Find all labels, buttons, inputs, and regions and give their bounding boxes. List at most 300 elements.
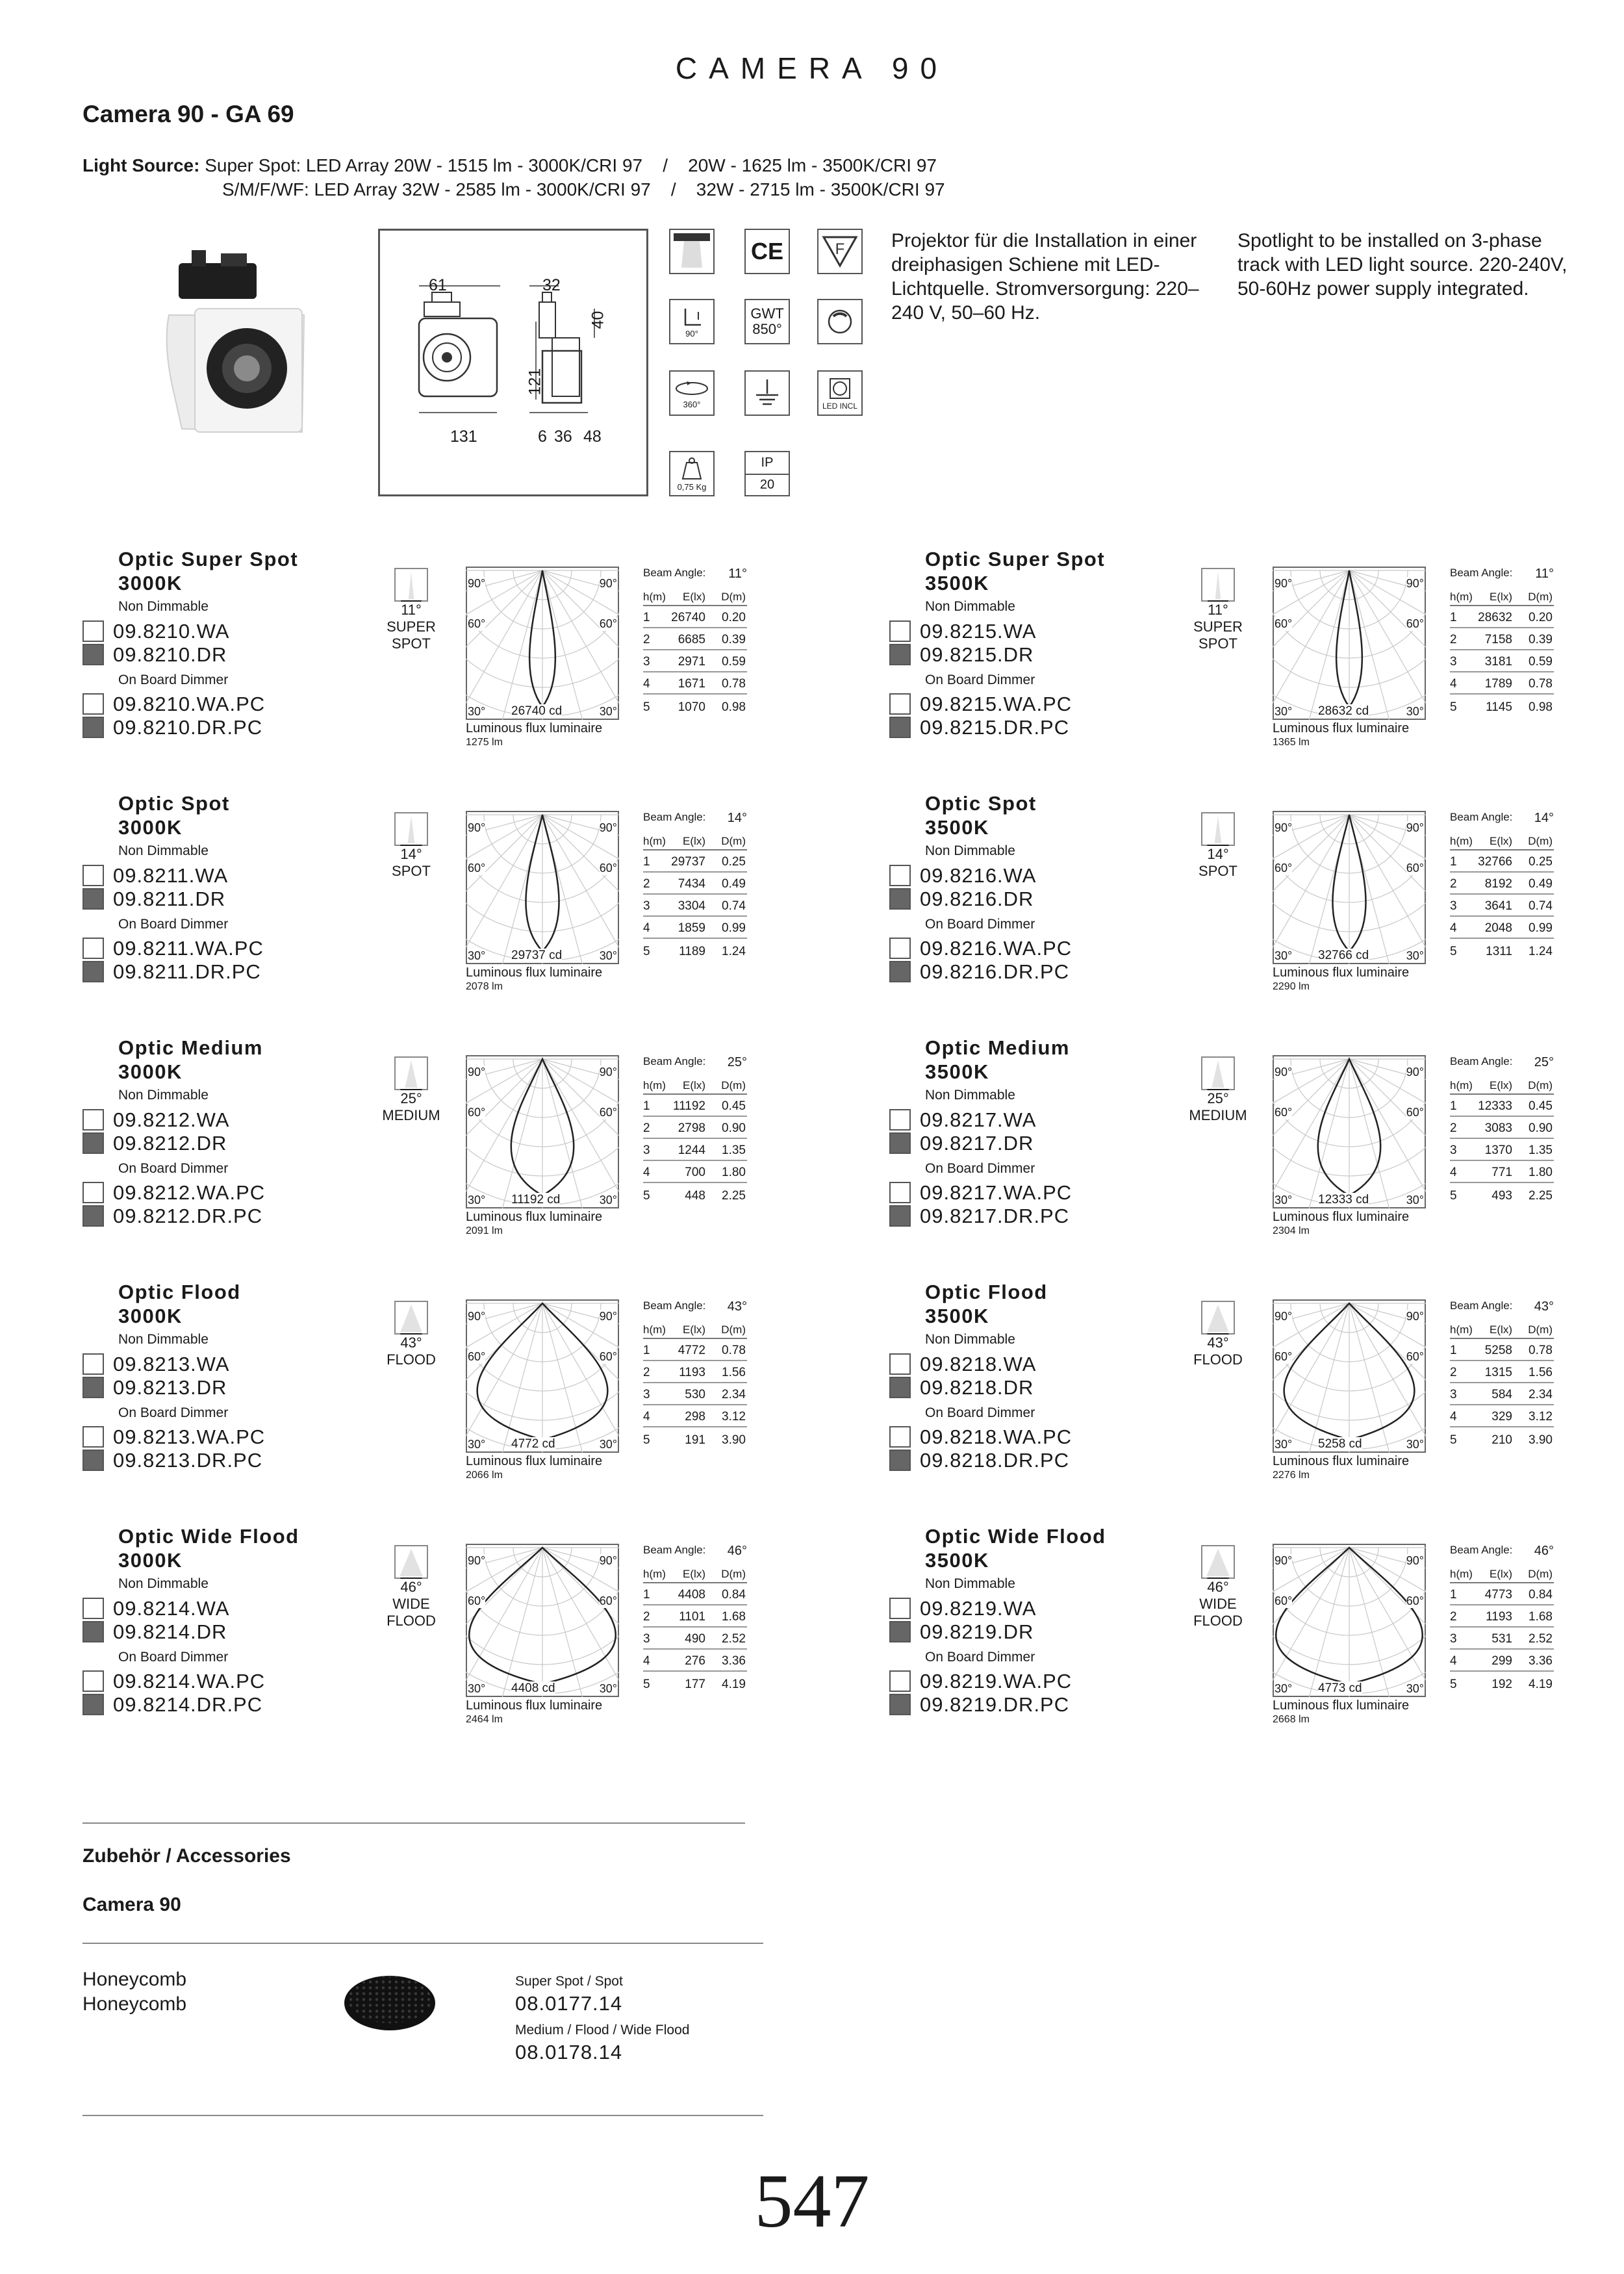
beam-label (375, 846, 448, 880)
page-number: 547 (754, 2158, 870, 2243)
accessories-divider-bottom (82, 2115, 763, 2116)
cell-e: 771 (1491, 1166, 1512, 1179)
product-code (82, 1670, 265, 1693)
photometric-table-header (643, 591, 747, 606)
finish-black-swatch (889, 1132, 911, 1154)
beam-angle-label: Beam Angle: (1450, 811, 1513, 823)
polar-label-30-right: 30° (599, 1682, 617, 1695)
luminous-flux-label: Luminous flux luminaire (1273, 1698, 1410, 1713)
product-code-text: 09.8212.WA (113, 1108, 230, 1131)
product-code (889, 1693, 1069, 1717)
non-dimmable-label: Non Dimmable (118, 1576, 209, 1591)
candela-value: 12333 cd (1318, 1193, 1369, 1207)
col-h: h(m) (643, 1079, 666, 1092)
finish-black-swatch (889, 717, 911, 738)
product-code-text: 09.8212.DR.PC (113, 1205, 263, 1227)
table-row (1450, 650, 1554, 672)
finish-black-swatch (82, 1132, 104, 1154)
product-code-text: 09.8219.DR.PC (920, 1693, 1070, 1716)
beam-angle-label: Beam Angle: (643, 811, 706, 823)
finish-white-swatch (82, 938, 104, 959)
beam-angle-icon (394, 1056, 428, 1090)
cell-h: 1 (643, 611, 650, 624)
ce-mark-icon: CE (744, 229, 790, 274)
cell-h: 4 (1450, 1410, 1457, 1424)
cell-h: 2 (1450, 877, 1457, 891)
polar-label-60-right: 60° (1406, 862, 1424, 875)
polar-label-60-right: 60° (599, 862, 617, 875)
non-dimmable-label: Non Dimmable (925, 599, 1015, 614)
finish-black-swatch (889, 888, 911, 910)
cell-h: 2 (643, 877, 650, 891)
candela-value: 26740 cd (511, 704, 563, 718)
non-dimmable-label: Non Dimmable (925, 1088, 1015, 1103)
polar-label-60-left: 60° (468, 862, 486, 875)
cell-d: 0.45 (722, 1099, 746, 1113)
polar-label-60-left: 60° (1275, 862, 1293, 875)
dim-32: 32 (542, 276, 561, 294)
led-included-label: LED INCL (822, 402, 858, 411)
ip-label: IP (746, 452, 789, 475)
product-code-text: 09.8215.WA.PC (920, 693, 1072, 715)
luminous-flux-value: 1365 lm (1273, 737, 1310, 748)
cell-h: 1 (643, 855, 650, 869)
cell-d: 2.34 (722, 1388, 746, 1401)
cell-d: 0.78 (1529, 1344, 1553, 1357)
ip-value: 20 (759, 477, 775, 492)
finish-black-swatch (82, 1377, 104, 1398)
product-code-text: 09.8210.DR (113, 643, 227, 666)
polar-label-90-left: 90° (468, 577, 486, 590)
dimmer-icon (817, 299, 863, 344)
col-d: D(m) (721, 835, 746, 847)
finish-white-swatch (889, 1353, 911, 1375)
optic-name: Optic Medium 3000K (118, 1036, 263, 1083)
luminous-flux-label: Luminous flux luminaire (466, 1698, 603, 1713)
product-code (82, 716, 262, 739)
cell-h: 2 (1450, 1366, 1457, 1379)
col-h: h(m) (1450, 1568, 1473, 1580)
polar-label-60-right: 60° (1406, 1106, 1424, 1119)
candela-value: 11192 cd (511, 1193, 561, 1207)
cell-e: 1671 (678, 677, 705, 691)
cell-h: 1 (1450, 1588, 1457, 1602)
optic-block (113, 1280, 833, 1520)
cell-e: 8192 (1484, 877, 1512, 891)
luminous-flux-value: 2464 lm (466, 1714, 503, 1725)
product-code (889, 960, 1069, 984)
product-code-text: 09.8215.DR (920, 643, 1034, 666)
finish-white-swatch (889, 938, 911, 959)
table-row (643, 672, 747, 695)
optic-name: Optic Wide Flood 3000K (118, 1525, 299, 1572)
cell-h: 4 (1450, 677, 1457, 691)
beam-angle-label: Beam Angle: (1450, 567, 1513, 579)
document-title: CAMERA 90 (675, 51, 949, 85)
cell-e: 493 (1491, 1189, 1512, 1203)
finish-black-swatch (889, 1621, 911, 1642)
col-e: E(lx) (683, 1568, 705, 1580)
table-row (1450, 1605, 1554, 1628)
product-code-text: 09.8211.DR.PC (113, 960, 261, 983)
cell-e: 3181 (1484, 655, 1512, 669)
cell-d: 0.49 (722, 877, 746, 891)
cell-e: 192 (1491, 1678, 1512, 1691)
cell-h: 3 (643, 1632, 650, 1646)
beam-type: WIDE FLOOD (387, 1596, 436, 1629)
table-row (643, 1339, 747, 1361)
luminous-flux (1273, 965, 1409, 994)
product-code-text: 09.8218.WA (920, 1353, 1037, 1375)
col-e: E(lx) (1490, 591, 1512, 603)
cell-h: 4 (643, 921, 650, 935)
cell-h: 1 (1450, 855, 1457, 869)
cell-h: 3 (1450, 1632, 1457, 1646)
cell-e: 29737 (671, 855, 705, 869)
col-h: h(m) (1450, 1323, 1473, 1336)
product-code (82, 937, 264, 960)
optic-name: Optic Flood 3500K (925, 1281, 1048, 1327)
beam-angle-table-value: 43° (727, 1299, 747, 1314)
product-code (889, 1132, 1034, 1155)
table-row (1450, 917, 1554, 939)
accessory-variant-2-code: 08.0178.14 (515, 2041, 623, 2063)
cell-h: 3 (643, 899, 650, 913)
cell-e: 210 (1491, 1433, 1512, 1447)
cell-d: 2.25 (1529, 1189, 1553, 1203)
cell-d: 0.74 (722, 899, 746, 913)
optic-name: Optic Medium 3500K (925, 1036, 1070, 1083)
col-d: D(m) (721, 591, 746, 603)
polar-diagram (466, 1299, 619, 1453)
col-d: D(m) (721, 1079, 746, 1092)
cell-e: 6685 (678, 633, 705, 646)
cell-h: 5 (1450, 945, 1457, 958)
optic-block (920, 1280, 1624, 1520)
cell-h: 3 (643, 655, 650, 669)
beam-type: SPOT (1199, 863, 1237, 879)
cell-d: 1.68 (722, 1610, 746, 1624)
on-board-dimmer-label: On Board Dimmer (118, 1161, 229, 1176)
luminous-flux-value: 2668 lm (1273, 1714, 1310, 1725)
cell-h: 3 (1450, 899, 1457, 913)
luminous-flux-label: Luminous flux luminaire (1273, 1454, 1410, 1468)
polar-diagram (1273, 811, 1426, 964)
cell-e: 5258 (1484, 1344, 1512, 1357)
polar-diagram (466, 567, 619, 720)
product-code (889, 1597, 1036, 1620)
polar-label-30-right: 30° (1406, 949, 1424, 962)
cell-d: 0.59 (722, 655, 746, 669)
finish-black-swatch (82, 961, 104, 982)
product-code-text: 09.8213.WA.PC (113, 1425, 266, 1448)
cell-d: 0.84 (1529, 1588, 1553, 1602)
cell-e: 1370 (1484, 1143, 1512, 1157)
beam-type: SUPER SPOT (387, 619, 436, 652)
optic-name: Optic Spot 3500K (925, 792, 1037, 839)
beam-angle-icon (1201, 1545, 1235, 1579)
cell-d: 0.49 (1529, 877, 1553, 891)
photometric-table-header (1450, 1568, 1554, 1583)
polar-label-30-right: 30° (1406, 705, 1424, 718)
cell-d: 0.74 (1529, 899, 1553, 913)
optic-block (113, 791, 833, 1032)
photometric-table-header (1450, 591, 1554, 606)
product-code-text: 09.8213.DR (113, 1376, 227, 1399)
candela-value: 28632 cd (1318, 704, 1369, 718)
cell-d: 0.78 (1529, 677, 1553, 691)
cell-e: 1859 (678, 921, 705, 935)
table-row (643, 1650, 747, 1672)
product-code (82, 960, 261, 984)
polar-label-60-left: 60° (468, 617, 486, 630)
cell-h: 2 (643, 633, 650, 646)
cell-h: 3 (1450, 655, 1457, 669)
finish-white-swatch (82, 865, 104, 886)
polar-label-30-right: 30° (1406, 1438, 1424, 1451)
col-h: h(m) (1450, 835, 1473, 847)
cell-h: 3 (1450, 1388, 1457, 1401)
cell-h: 5 (643, 945, 650, 958)
beam-type: MEDIUM (1189, 1107, 1247, 1123)
cell-h: 5 (1450, 1189, 1457, 1203)
polar-label-90-right: 90° (599, 821, 617, 834)
cell-h: 2 (643, 1121, 650, 1135)
luminous-flux (1273, 1454, 1409, 1483)
table-row (1450, 1183, 1554, 1205)
luminous-flux-label: Luminous flux luminaire (466, 1210, 603, 1224)
cell-e: 28632 (1478, 611, 1512, 624)
polar-label-60-left: 60° (1275, 1350, 1293, 1363)
cell-d: 3.90 (722, 1433, 746, 1447)
beam-label (375, 1579, 448, 1629)
led-included-icon (817, 370, 863, 416)
beam-label (375, 602, 448, 652)
cell-d: 1.35 (1529, 1143, 1553, 1157)
cell-d: 1.80 (1529, 1166, 1553, 1179)
beam-type: WIDE FLOOD (1193, 1596, 1243, 1629)
cell-e: 3083 (1484, 1121, 1512, 1135)
finish-white-swatch (889, 1182, 911, 1203)
non-dimmable-label: Non Dimmable (925, 1576, 1015, 1591)
cell-e: 7434 (678, 877, 705, 891)
description-en: Spotlight to be installed on 3-phase track with LED light source. 220-240V, 50-60Hz power supply integrated. (1237, 230, 1567, 300)
cell-h: 5 (643, 1189, 650, 1203)
cell-e: 700 (685, 1166, 705, 1179)
beam-angle-label: Beam Angle: (643, 1299, 706, 1312)
cell-e: 1070 (678, 700, 705, 714)
product-code-text: 09.8219.WA.PC (920, 1670, 1072, 1693)
product-code-text: 09.8217.DR (920, 1132, 1034, 1155)
cell-e: 1193 (1486, 1610, 1512, 1624)
non-dimmable-label: Non Dimmable (118, 599, 209, 614)
product-code-text: 09.8214.WA.PC (113, 1670, 266, 1693)
table-row (643, 1383, 747, 1405)
table-row (1450, 672, 1554, 695)
product-code (889, 1620, 1034, 1644)
polar-label-60-right: 60° (1406, 1594, 1424, 1607)
accessory-variant-1-code: 08.0177.14 (515, 1992, 623, 2015)
polar-label-60-right: 60° (599, 617, 617, 630)
col-h: h(m) (643, 835, 666, 847)
cell-e: 4408 (678, 1588, 705, 1602)
product-code (82, 888, 225, 911)
dim-40: 40 (589, 311, 607, 329)
luminous-flux-label: Luminous flux luminaire (1273, 965, 1410, 980)
polar-label-90-right: 90° (1406, 577, 1424, 590)
dim-48: 48 (583, 428, 602, 446)
cell-h: 4 (1450, 921, 1457, 935)
beam-angle-icon (1201, 568, 1235, 602)
beam-angle-table-value: 46° (1534, 1544, 1554, 1558)
cell-d: 0.45 (1529, 1099, 1553, 1113)
polar-label-60-left: 60° (1275, 617, 1293, 630)
table-row (643, 695, 747, 717)
cell-d: 3.36 (1529, 1654, 1553, 1668)
polar-label-60-left: 60° (1275, 1106, 1293, 1119)
cell-h: 1 (1450, 1099, 1457, 1113)
optic-block (920, 1524, 1624, 1765)
candela-value: 4772 cd (511, 1437, 555, 1451)
polar-label-60-right: 60° (1406, 1350, 1424, 1363)
table-row (1450, 1650, 1554, 1672)
cell-d: 0.78 (722, 1344, 746, 1357)
photometric-table-header (643, 835, 747, 850)
cell-d: 3.12 (1529, 1410, 1553, 1424)
col-d: D(m) (1528, 1568, 1553, 1580)
table-row (643, 1095, 747, 1117)
product-code (82, 1181, 265, 1205)
polar-label-90-left: 90° (1275, 1554, 1293, 1567)
cell-e: 448 (685, 1189, 705, 1203)
light-source-label: Light Source: (82, 155, 200, 175)
cell-e: 2971 (678, 655, 705, 669)
product-code-text: 09.8213.DR.PC (113, 1449, 263, 1472)
rotation-360-icon (669, 370, 715, 416)
beam-angle-label: Beam Angle: (643, 567, 706, 579)
cell-e: 1789 (1484, 677, 1512, 691)
beam-angle-value: 14° (1207, 846, 1229, 862)
product-code-text: 09.8212.DR (113, 1132, 227, 1155)
tilt-90-label: 90° (685, 328, 698, 339)
finish-black-swatch (82, 888, 104, 910)
optic-block (920, 547, 1624, 787)
cell-h: 5 (1450, 700, 1457, 714)
accessory-name-en: Honeycomb (82, 1993, 187, 2015)
cell-h: 2 (1450, 633, 1457, 646)
cell-e: 1193 (679, 1366, 705, 1379)
finish-white-swatch (82, 1109, 104, 1131)
photometric-table (1450, 567, 1554, 717)
on-board-dimmer-label: On Board Dimmer (118, 1650, 229, 1665)
col-h: h(m) (643, 591, 666, 603)
table-row (643, 895, 747, 917)
cell-e: 4773 (1484, 1588, 1512, 1602)
optic-block (113, 1036, 833, 1276)
table-row (643, 917, 747, 939)
cell-h: 4 (643, 677, 650, 691)
dim-36: 36 (554, 428, 572, 446)
candela-value: 5258 cd (1318, 1437, 1362, 1451)
luminous-flux-label: Luminous flux luminaire (1273, 1210, 1410, 1224)
cell-e: 191 (685, 1433, 705, 1447)
table-row (643, 1583, 747, 1605)
product-code (889, 1205, 1069, 1228)
beam-angle-table-value: 11° (1535, 567, 1554, 581)
finish-black-swatch (889, 1450, 911, 1471)
cell-h: 4 (1450, 1654, 1457, 1668)
product-code (889, 888, 1034, 911)
cell-h: 3 (643, 1388, 650, 1401)
beam-angle-value: 25° (1207, 1090, 1229, 1106)
polar-label-90-right: 90° (1406, 1066, 1424, 1079)
beam-type: FLOOD (1193, 1351, 1243, 1368)
product-code (889, 1449, 1069, 1472)
product-code-text: 09.8219.DR (920, 1620, 1034, 1643)
product-code (82, 1693, 262, 1717)
on-board-dimmer-label: On Board Dimmer (118, 917, 229, 932)
polar-label-90-right: 90° (1406, 821, 1424, 834)
beam-angle-icon (394, 812, 428, 846)
polar-label-90-right: 90° (599, 1310, 617, 1323)
product-code-text: 09.8216.WA (920, 864, 1037, 887)
cell-d: 1.35 (722, 1143, 746, 1157)
beam-angle-icon (1201, 1056, 1235, 1090)
polar-label-30-right: 30° (599, 1438, 617, 1451)
cell-d: 2.34 (1529, 1388, 1553, 1401)
polar-label-90-left: 90° (1275, 577, 1293, 590)
polar-label-30-right: 30° (599, 949, 617, 962)
polar-label-30-right: 30° (1406, 1682, 1424, 1695)
beam-label (1182, 1335, 1254, 1368)
cell-e: 530 (685, 1388, 705, 1401)
finish-black-swatch (889, 1694, 911, 1715)
cell-d: 1.56 (722, 1366, 746, 1379)
finish-white-swatch (889, 865, 911, 886)
polar-label-30-right: 30° (599, 1194, 617, 1207)
light-source-line-1: Super Spot: LED Array 20W - 1515 lm - 3000K/CRI 97 / 20W - 1625 lm - 3500K/CRI 97 (205, 155, 937, 175)
cell-d: 0.84 (722, 1588, 746, 1602)
polar-label-30-right: 30° (599, 705, 617, 718)
product-code (889, 693, 1072, 716)
table-row (643, 650, 747, 672)
finish-black-swatch (889, 961, 911, 982)
product-code (82, 620, 229, 643)
table-row (643, 1405, 747, 1427)
polar-label-30-left: 30° (1275, 1682, 1293, 1695)
finish-black-swatch (889, 644, 911, 665)
cell-d: 3.12 (722, 1410, 746, 1424)
finish-white-swatch (889, 1598, 911, 1619)
non-dimmable-label: Non Dimmable (118, 1088, 209, 1103)
polar-diagram (1273, 567, 1426, 720)
cell-h: 1 (1450, 1344, 1457, 1357)
beam-angle-value: 46° (400, 1579, 422, 1595)
cell-e: 299 (1491, 1654, 1512, 1668)
cell-d: 3.90 (1529, 1433, 1553, 1447)
cell-e: 1315 (1484, 1366, 1512, 1379)
cell-e: 490 (685, 1632, 705, 1646)
weight-icon (669, 451, 715, 496)
cell-h: 3 (1450, 1143, 1457, 1157)
col-d: D(m) (1528, 1079, 1553, 1092)
on-board-dimmer-label: On Board Dimmer (925, 1405, 1035, 1420)
beam-angle-value: 14° (400, 846, 422, 862)
luminous-flux-label: Luminous flux luminaire (1273, 721, 1410, 735)
polar-diagram (466, 1055, 619, 1208)
table-row (1450, 1139, 1554, 1161)
honeycomb-photo (341, 1967, 438, 2036)
